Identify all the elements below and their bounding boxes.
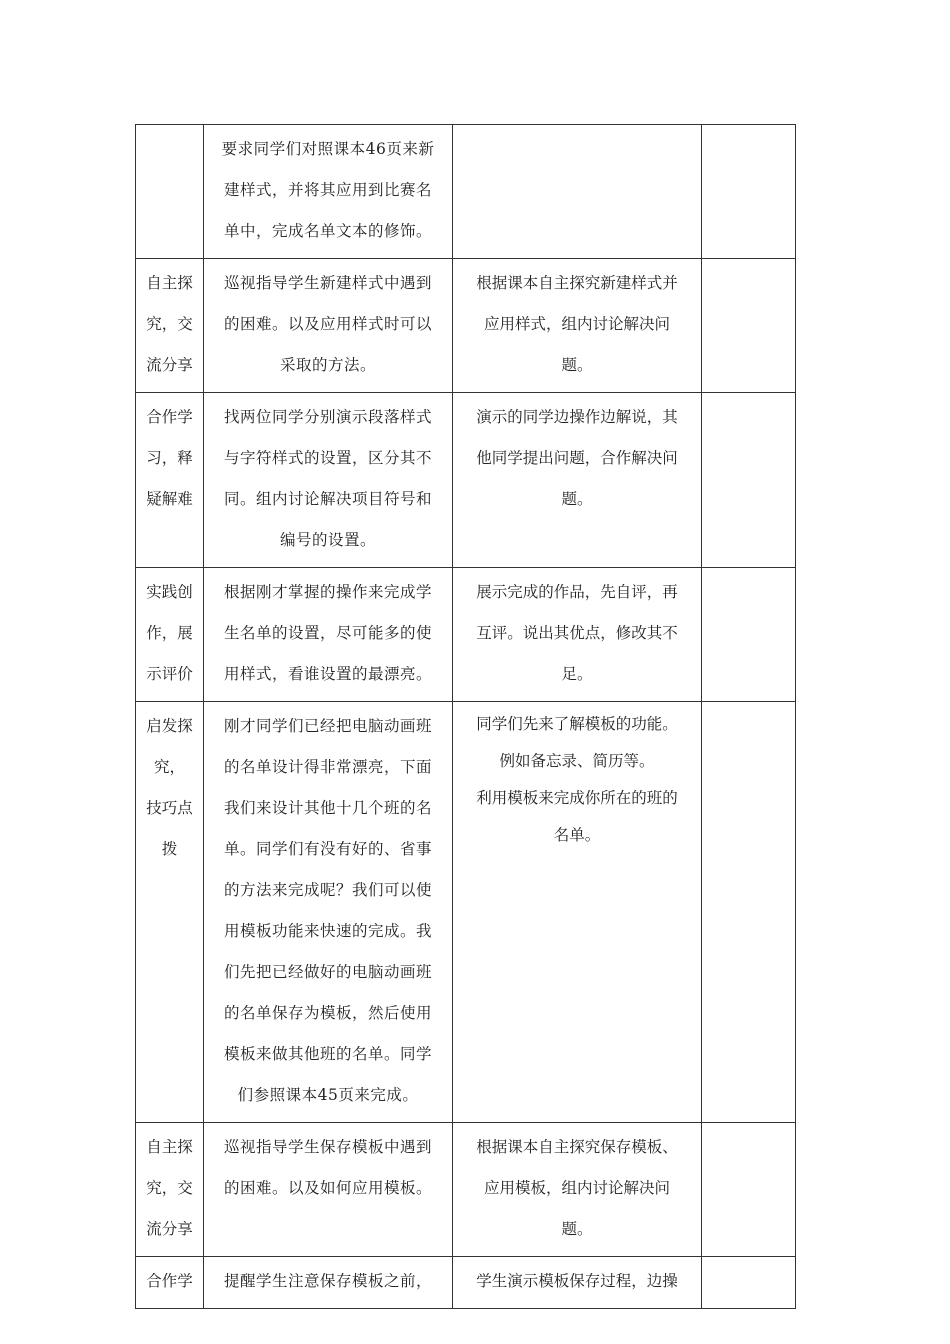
stage-line: 合作学 — [146, 408, 193, 426]
teacher-activity-cell — [204, 259, 453, 393]
teacher-activity-line: 的困难。以及如何应用模板。 — [223, 1179, 432, 1197]
note-cell — [702, 702, 796, 1123]
stage-cell — [136, 259, 204, 393]
teacher-activity-cell — [204, 393, 453, 568]
stage-line: 流分享 — [146, 1220, 193, 1238]
stage-line: 作，展 — [146, 624, 193, 642]
teacher-activity-line: 的方法来完成呢？我们可以使 — [223, 881, 432, 899]
lesson-plan-table — [135, 124, 796, 1309]
student-activity-line: 利用模板来完成你所在的班的 — [476, 789, 678, 807]
stage-cell — [136, 125, 204, 259]
student-activity-cell — [453, 568, 702, 702]
note-cell — [702, 1123, 796, 1257]
stage-line: 究，交 — [146, 1179, 193, 1197]
stage-line: 合作学 — [146, 1272, 193, 1290]
teacher-activity-line: 的名单保存为模板，然后使用 — [223, 1004, 432, 1022]
stage-line: 实践创 — [146, 583, 193, 601]
student-activity-line: 例如备忘录、简历等。 — [499, 752, 655, 770]
stage-line: 示评价 — [146, 665, 193, 683]
note-cell — [702, 125, 796, 259]
student-activity-line: 他同学提出问题，合作解决问 — [476, 449, 678, 467]
student-activity-line: 同学们先来了解模板的功能。 — [476, 715, 678, 733]
table-row — [136, 1123, 796, 1257]
stage-cell — [136, 393, 204, 568]
student-activity-line: 名单。 — [553, 826, 601, 844]
student-activity-line: 演示的同学边操作边解说，其 — [476, 408, 678, 426]
teacher-activity-line: 们先把已经做好的电脑动画班 — [223, 963, 432, 981]
table-row — [136, 568, 796, 702]
student-activity-line: 根据课本自主探究新建样式并 — [476, 274, 678, 292]
note-cell — [702, 259, 796, 393]
student-activity-line: 题。 — [561, 1220, 593, 1238]
student-activity-line: 根据课本自主探究保存模板、 — [476, 1138, 678, 1156]
teacher-activity-line: 建样式，并将其应用到比赛名 — [223, 181, 432, 199]
stage-line: 技巧点 — [146, 799, 193, 817]
stage-line: 究， — [153, 758, 185, 776]
teacher-activity-cell — [204, 568, 453, 702]
student-activity-cell — [453, 393, 702, 568]
teacher-activity-line: 单中，完成名单文本的修饰。 — [223, 222, 432, 240]
teacher-activity-line: 巡视指导学生新建样式中遇到 — [223, 274, 432, 292]
teacher-activity-line: 们参照课本45页来完成。 — [237, 1086, 419, 1104]
stage-line: 自主探 — [146, 274, 193, 292]
student-activity-line: 题。 — [561, 490, 593, 508]
stage-cell — [136, 702, 204, 1123]
student-activity-line: 学生演示模板保存过程，边操 — [476, 1272, 678, 1290]
student-activity-line: 应用模板，组内讨论解决问 — [483, 1179, 670, 1197]
note-cell — [702, 568, 796, 702]
note-cell — [702, 1257, 796, 1309]
student-activity-cell — [453, 1123, 702, 1257]
stage-line: 疑解难 — [146, 490, 193, 508]
table-row — [136, 259, 796, 393]
stage-cell — [136, 568, 204, 702]
teacher-activity-line: 用样式，看谁设置的最漂亮。 — [223, 665, 432, 683]
student-activity-line: 题。 — [561, 356, 593, 374]
table-row — [136, 393, 796, 568]
teacher-activity-line: 模板来做其他班的名单。同学 — [223, 1045, 432, 1063]
student-activity-line: 足。 — [561, 665, 593, 683]
student-activity-line: 互评。说出其优点，修改其不 — [476, 624, 678, 642]
stage-line: 究，交 — [146, 315, 193, 333]
stage-line: 流分享 — [146, 356, 193, 374]
teacher-activity-line: 同。组内讨论解决项目符号和 — [223, 490, 432, 508]
teacher-activity-line: 提醒学生注意保存模板之前， — [223, 1272, 432, 1290]
teacher-activity-cell — [204, 1123, 453, 1257]
note-cell — [702, 393, 796, 568]
teacher-activity-line: 巡视指导学生保存模板中遇到 — [223, 1138, 432, 1156]
student-activity-line: 应用样式，组内讨论解决问 — [483, 315, 670, 333]
teacher-activity-line: 的困难。以及应用样式时可以 — [223, 315, 432, 333]
table-row — [136, 1257, 796, 1309]
teacher-activity-line: 用模板功能来快速的完成。我 — [223, 922, 432, 940]
stage-line: 习，释 — [146, 449, 193, 467]
table-row — [136, 125, 796, 259]
teacher-activity-line: 采取的方法。 — [279, 356, 376, 374]
teacher-activity-line: 的名单设计得非常漂亮，下面 — [223, 758, 432, 776]
teacher-activity-line: 根据刚才掌握的操作来完成学 — [223, 583, 432, 601]
student-activity-cell — [453, 125, 702, 259]
table-row — [136, 702, 796, 1123]
stage-line: 启发探 — [146, 717, 193, 735]
teacher-activity-line: 我们来设计其他十几个班的名 — [223, 799, 432, 817]
stage-line: 拨 — [161, 840, 178, 858]
teacher-activity-line: 与字符样式的设置，区分其不 — [223, 449, 432, 467]
teacher-activity-line: 生名单的设置，尽可能多的使 — [223, 624, 432, 642]
stage-cell — [136, 1257, 204, 1309]
student-activity-line: 展示完成的作品，先自评，再 — [476, 583, 678, 601]
teacher-activity-cell — [204, 125, 453, 259]
stage-line: 自主探 — [146, 1138, 193, 1156]
teacher-activity-cell — [204, 1257, 453, 1309]
student-activity-cell — [453, 259, 702, 393]
teacher-activity-line: 编号的设置。 — [279, 531, 376, 549]
lesson-plan-body — [136, 125, 796, 1309]
student-activity-cell — [453, 702, 702, 1123]
teacher-activity-line: 找两位同学分别演示段落样式 — [223, 408, 432, 426]
student-activity-cell — [453, 1257, 702, 1309]
teacher-activity-cell — [204, 702, 453, 1123]
teacher-activity-line: 要求同学们对照课本46页来新 — [221, 140, 435, 158]
stage-cell — [136, 1123, 204, 1257]
teacher-activity-line: 单。同学们有没有好的、省事 — [223, 840, 432, 858]
teacher-activity-line: 刚才同学们已经把电脑动画班 — [223, 717, 432, 735]
